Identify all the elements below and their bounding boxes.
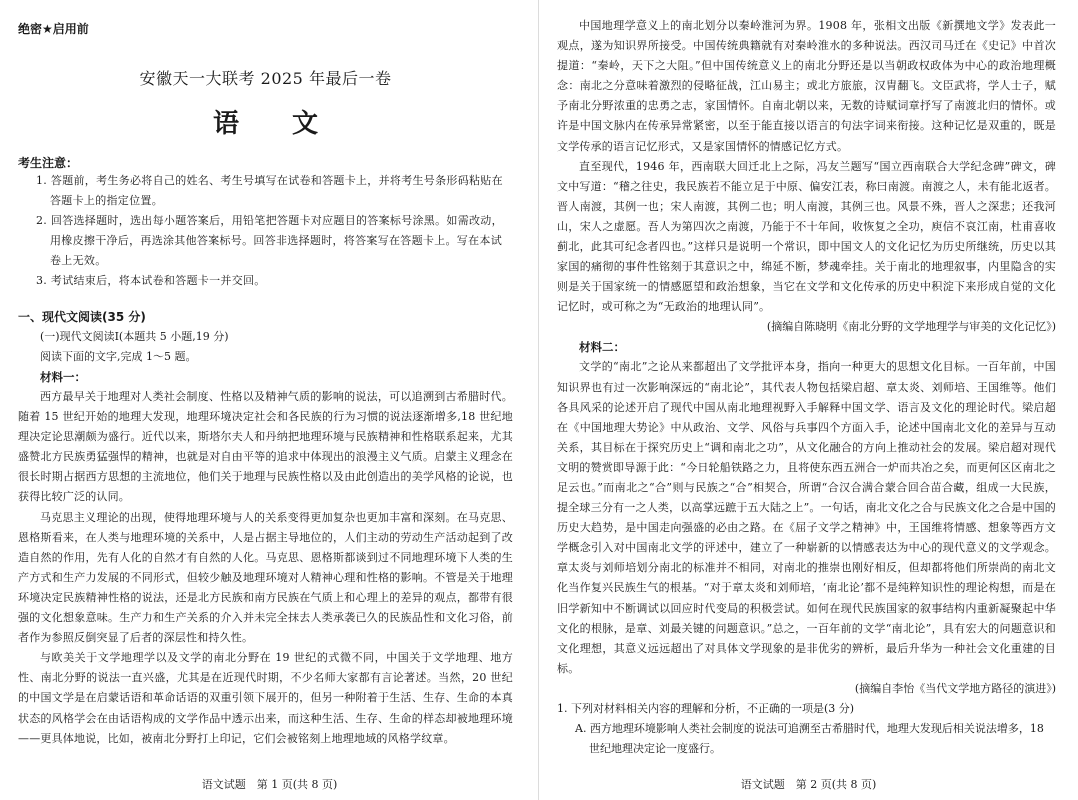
- body-paragraph: 与欧美关于文学地理学以及文学的南北分野在 19 世纪的式微不同，中国关于文学地理、地方性、南北分野的说法一直兴盛，尤其是在近现代时期，不少名师大家都有言论著述。当然，20 世纪的中国文学是在启蒙话语和革命话语的双重引领下展开的，但另一种附着于生活、生存、生命的本真状态的风格学会在由话语构成的文学作品中透示出来，而这种生活、生存、生命的样态却被地理环境——更具体地说，比如，被南北分野打上印记，它们会被铭刻上地理地域的风格学纹章。: [18, 651, 513, 745]
- body-paragraph: 马克思主义理论的出现，使得地理环境与人的关系变得更加复杂也更加丰富和深刻。在马克思、恩格斯看来，在人类与地理环境的关系中，人是占据主导地位的，人们主动的劳动生产活动起到了改造自然的作用，先有人化的自然才有自然的人化。马克思、恩格斯都谈到过不同地理环境下人类的生产方式和生产力发展的不同形式，但较少触及地理环境对人精神心理和性格的影响。不管是关于地理环境决定民族精神性格的说法，还是北方民族和南方民族在气质上和心理上的差异的观点，都带有很强的文化想象意味。生产力和生产关系的介入并未完全抹去人类承袭已久的民族品性和文化习俗，前者作为参照反倒突显了后者的深层性和持久性。: [18, 510, 513, 645]
- page-footer: 语文试题 第 2 页(共 8 页): [740, 778, 877, 791]
- notice-heading: 考生注意：: [18, 156, 79, 170]
- notice-item: 3. 考试结束后，将本试卷和答题卡一并交回。: [36, 274, 266, 287]
- question-1-option-a: A. 西方地理环境影响人类社会制度的说法可追溯至古希腊时代，地理大发现后相关说法增多，18 世纪地理决定论一度盛行。: [575, 721, 1044, 755]
- body-paragraph: 直至现代，1946 年，西南联大回迁北上之际，冯友兰题写“国立西南联合大学纪念碑”碑文，碑文中写道：“稽之往史，我民族若不能立足于中原、偏安江表，称曰南渡。南渡之人，未有能北返者。晋人南渡，其例一也；宋人南渡，其例二也；明人南渡，其例三也。风景不殊，晋人之深悲；还我河山，宋人之虚愿。吾人为第四次之南渡，乃能于不十年间，收恢复之全功，庾信不哀江南，杜甫喜收蓟北，此其可纪念者四也。”这样只是说明一个常识，即中国文人的文化记忆为历史所继统，历史以其家国的痛彻的事件性铭刻于其意识之中，绵延不断，梦魂牵挂。关于南北的地理叙事，内里隐含的实则是关于国家统一的情感愿望和政治想象，当它在文学和文化传承的历史中积淀下来形成自觉的文化记忆时，或可称之为“无政治的地理认同”。: [557, 159, 1056, 314]
- material-1-heading: 材料一：: [40, 370, 86, 384]
- body-paragraph: 西方最早关于地理对人类社会制度、性格以及精神气质的影响的说法，可以追溯到古希腊时代。随着 15 世纪开始的地理大发现，地理环境决定社会和各民族的行为习惯的说法逐渐增多,18 世纪地理决定论思潮颇为盛行。近代以来，斯塔尔夫人和丹纳把地理环境与民族精神和性格联系起来，尤其盛赞北方民族勇猛强悍的精神，也就是对自由平等的追求中体现出的浪漫主义气质。启蒙主义理念在很长时期占据西方思想的主流地位，他们关于地理与民族性格以及由此创造出的美学风格的论说，也获得比较广泛的认同。: [18, 390, 513, 504]
- body-paragraph: 中国地理学意义上的南北划分以秦岭淮河为界。1908 年，张相文出版《新撰地文学》发表此一观点，遂为知识界所接受。中国传统典籍就有对秦岭淮水的多种说法。西汉司马迁在《史记》中首次提道：“秦岭，天下之大阻。”但中国传统意义上的南北分野还是以当朝政权政体为中心的政治地理概念：南北之分意味着激烈的侵略征战，江山易主；或北方旅旅，汉胄翻飞。文臣武将，学人士子，赋予南北分野浓重的忠勇之志，家国情怀。自南北朝以来，无数的诗赋词章抒写了南渡北归的情怀。或许是中国文脉内在传承异常紧密，以至于能直接以语言的句法字词来衔接。这种记忆是双重的，既是文学传承的语言记忆形式，又是家国情怀的情感记忆方式。: [557, 19, 1056, 153]
- subject-title: 语 文: [212, 109, 341, 139]
- question-1: 1. 下列对材料相关内容的理解和分析，不正确的一项是(3 分): [557, 701, 855, 715]
- source-citation: (摘编自陈晓明《南北分野的文学地理学与审美的文化记忆》): [766, 320, 1056, 334]
- exam-title: 安徽天一大联考 2025 年最后一卷: [139, 69, 392, 88]
- section-heading: 一、现代文阅读(35 分): [18, 310, 146, 324]
- material-2-heading: 材料二：: [579, 340, 625, 355]
- subsection-heading: (一)现代文阅读Ⅰ(本题共 5 小题,19 分): [40, 330, 229, 343]
- notice-list: [18, 171, 513, 291]
- body-paragraph: 文学的“南北”之论从来都超出了文学批评本身，指向一种更大的思想文化目标。一百年前，中国知识界也有过一次影响深远的“南北论”，其代表人物包括梁启超、章太炎、刘师培、王国维等。他们各具风采的论述开启了现代中国从南北地理视野入手解释中国文学、语言及文化的理论时代。梁启超在《中国地理大势论》中从政治、文学、风俗与兵事四个方面入手，论述中国南北文化的差异与互动关系，其目标在于探究历史上“调和南北之功”，从文化融合的方向上推动社会的发展。梁启超对现代文明的赞赏即导源于此：“今日轮船铁路之力，且将使东西五洲合一炉而共冶之矣，而更何区区南北之足云也。”而南北之“合”则与民族之“合”相契合，所谓“合汉合满合蒙合回合苗合藏，组成一大民族，提全球三分有一之人类，以高掌远蹠于五大陆之上”。一句话，南北文化之合与民族文化之合是中国的历史大趋势，是中国走向强盛的必由之路。在《屈子文学之精神》中，王国维将情感、想象等西方文学概念引入对中国南北文学的评述中，建立了一种崭新的以情感表达为中心的现代意义的文学观念。章太炎与刘师培划分南北的标准并不相同，对南北的推崇也刚好相反，但却都将他们所崇尚的南北文化当作复兴民族生气的根基。“对于章太炎和刘师培，‘南北论’都不是纯粹知识性的理论构想，而是在旧学新知中不断调试以回应时代变局的积极尝试。如何在现代民族国家的叙事结构内重新凝聚起中华文化的根脉，是章、刘最关键的问题意识。”总之，一百年前的文学“南北论”，具有宏大的问题意识和文化理想，其意义远远超出了对具体文学现象的是非优劣的辨析，最后升华为一种社会文化重建的目标。: [557, 360, 1056, 675]
- notice-item: 2. 回答选择题时，选出每小题答案后，用铅笔把答题卡对应题目的答案标号涂黑。如需改动，用橡皮擦干净后，再选涂其他答案标号。回答非选择题时，将答案写在答题卡上。写在本试卷上无效。: [36, 214, 503, 267]
- notice-item: 1. 答题前，考生务必将自己的姓名、考生号填写在试卷和答题卡上，并将考生号条形码粘贴在答题卡上的指定位置。: [36, 174, 503, 207]
- confidential-mark: 绝密★启用前: [18, 22, 89, 36]
- exam-page-2: [539, 0, 1078, 800]
- page-footer: 语文试题 第 1 页(共 8 页): [201, 778, 338, 791]
- source-citation: (摘编自李怡《当代文学地方路径的演进》): [854, 681, 1056, 695]
- reading-instruction: 阅读下面的文字,完成 1～5 题。: [40, 350, 197, 363]
